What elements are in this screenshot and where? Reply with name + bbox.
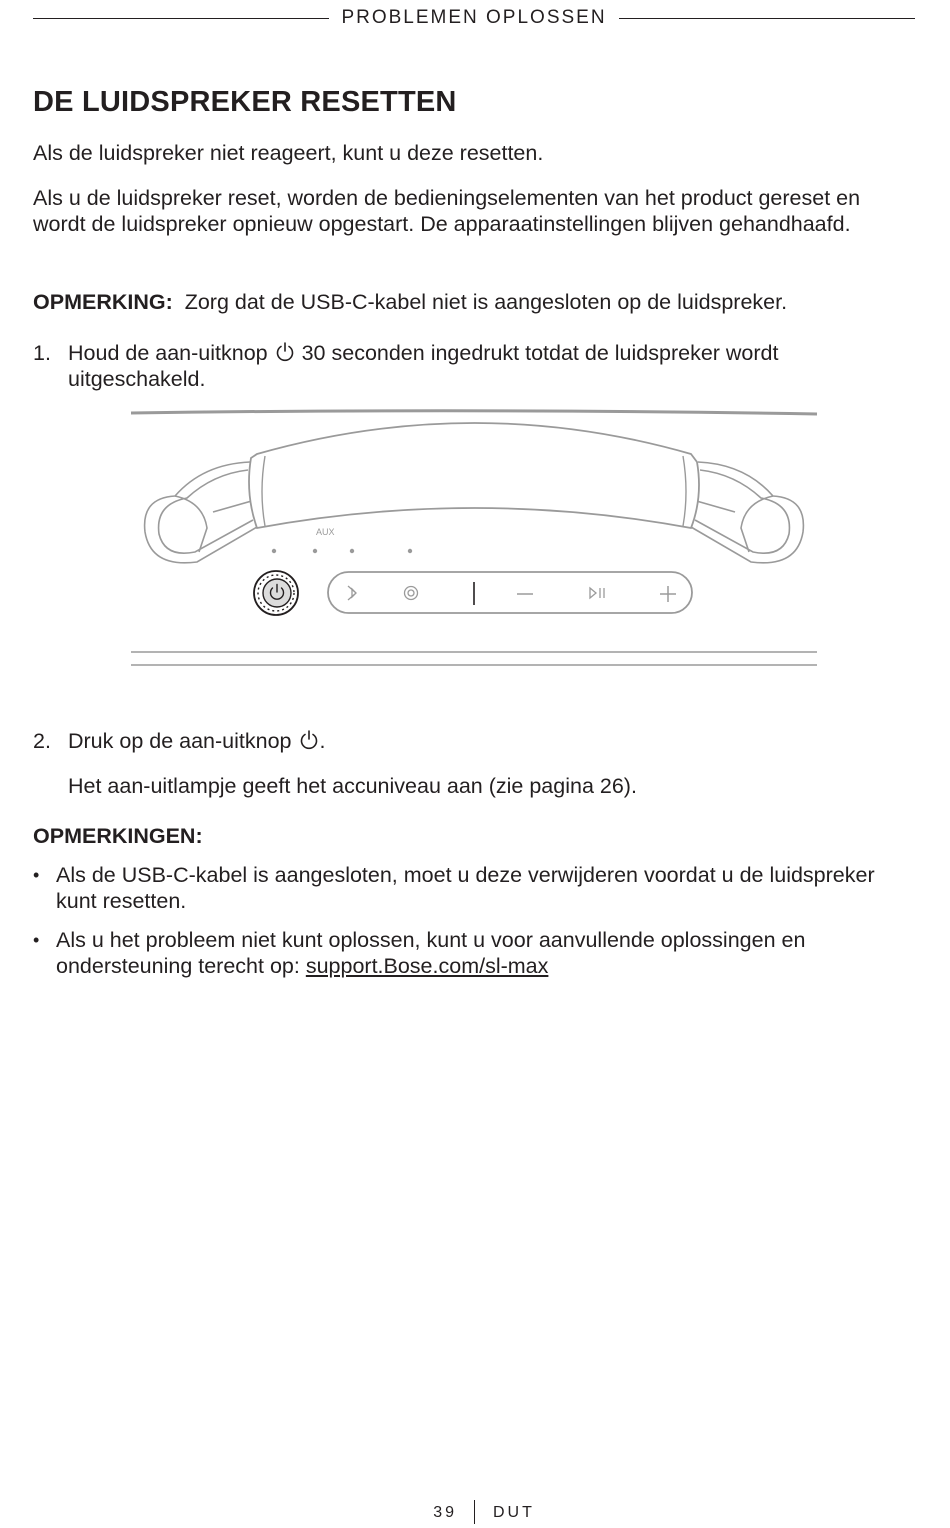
- bullet-marker: •: [33, 930, 40, 950]
- handle-right: [691, 462, 803, 563]
- bullet-marker: •: [33, 865, 40, 885]
- section-title: PROBLEMEN OPLOSSEN: [341, 7, 607, 28]
- power-button: [254, 571, 298, 615]
- support-link[interactable]: support.Bose.com/sl-max: [305, 954, 549, 978]
- note-item-2: [56, 927, 906, 979]
- step-2-before: Druk op de aan-uitknop: [68, 729, 292, 753]
- step-1-text: [68, 340, 898, 392]
- step-2-text: [68, 728, 898, 754]
- header-rule-right: [619, 18, 915, 19]
- handle-strap: [249, 423, 699, 528]
- step-2-after: .: [319, 729, 326, 753]
- step-2-number: 2.: [33, 729, 51, 753]
- speaker-illustration: [125, 402, 825, 674]
- note-text: Zorg dat de USB-C-kabel niet is aangesloten op de luidspreker.: [184, 290, 788, 314]
- power-icon: [298, 729, 320, 751]
- page-footer: [0, 1500, 950, 1528]
- notes-label: OPMERKINGEN:: [33, 824, 203, 848]
- handle-left: [145, 462, 257, 563]
- button-panel: [328, 572, 692, 613]
- page-title: DE LUIDSPREKER RESETTEN: [33, 86, 457, 118]
- page-header: [33, 6, 915, 30]
- aux-label: AUX: [316, 527, 335, 537]
- page-number: 39: [433, 1504, 457, 1521]
- footer-separator: [474, 1500, 475, 1524]
- step-2-result: Het aan-uitlampje geeft het accuniveau aan (zie pagina 26).: [68, 774, 637, 798]
- step-1-after: 30 seconden ingedrukt totdat de luidspreker wordt uitgeschakeld.: [68, 341, 779, 391]
- step-1-before: Houd de aan-uitknop: [68, 341, 268, 365]
- speaker-top-edge: [131, 411, 817, 414]
- indicator-lights: [272, 549, 412, 553]
- note-item-2-text: Als u het probleem niet kunt oplossen, kunt u voor aanvullende oplossingen en ondersteuning terecht op:: [56, 928, 806, 978]
- language-code: DUT: [493, 1504, 535, 1521]
- power-icon: [274, 341, 296, 363]
- note-label: OPMERKING:: [33, 290, 173, 314]
- step-1-number: 1.: [33, 341, 51, 365]
- description-text: Als u de luidspreker reset, worden de bedieningselementen van het product gereset en wordt de luidspreker opnieuw opgestart. De apparaatinstellingen blijven gehandhaafd.: [33, 186, 861, 236]
- intro-text: Als de luidspreker niet reageert, kunt u deze resetten.: [33, 141, 544, 165]
- note-item-1: Als de USB-C-kabel is aangesloten, moet u deze verwijderen voordat u de luidspreker kunt resetten.: [56, 863, 875, 913]
- note: [33, 289, 903, 315]
